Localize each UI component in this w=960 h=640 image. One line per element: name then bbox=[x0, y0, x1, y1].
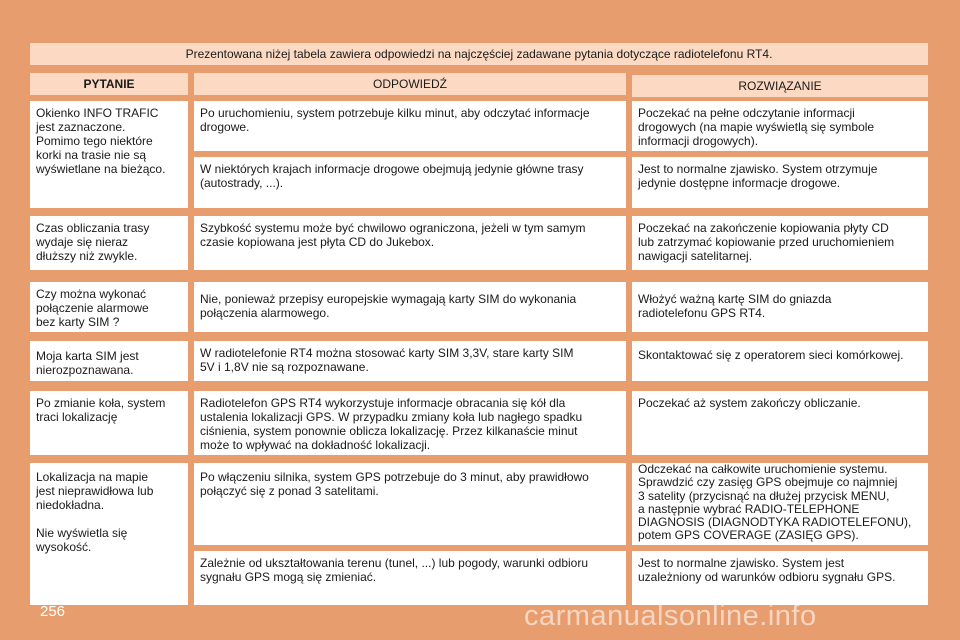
intro-text: Prezentowana niżej tabela zawiera odpowiedzi na najczęściej zadawane pytania dotyczące radiotelefonu RT4. bbox=[30, 43, 928, 65]
watermark: carmanualsonline.info bbox=[524, 600, 817, 632]
header-solution: ROZWIĄZANIE bbox=[632, 75, 928, 97]
solution-cell: Skontaktować się z operatorem sieci komórkowej. bbox=[632, 341, 928, 381]
question-cell: Moja karta SIM jest nierozpoznawana. bbox=[30, 341, 188, 381]
page-number: 256 bbox=[40, 603, 66, 620]
answer-cell: Po włączeniu silnika, system GPS potrzebuje do 3 minut, aby prawidłowo połączyć się z ponad 3 satelitami. bbox=[194, 463, 626, 545]
answer-cell: Zależnie od ukształtowania terenu (tunel, ...) lub pogody, warunki odbioru sygnału GPS mogą się zmieniać. bbox=[194, 551, 626, 605]
solution-cell: Odczekać na całkowite uruchomienie systemu. Sprawdzić czy zasięg GPS obejmuje co najmniej 3 satelity (przycisnąć na dłużej przycisk MENU, a następnie wybrać RADIO-TELEPHONE DIAGNOSIS (DIAGNODTYKA RADIOTELEFONU), potem GPS COVERAGE (ZASIĘG GPS). bbox=[632, 463, 928, 545]
answer-cell: W radiotelefonie RT4 można stosować karty SIM 3,3V, stare karty SIM 5V i 1,8V nie są rozpoznawane. bbox=[194, 341, 626, 381]
answer-cell: Radiotelefon GPS RT4 wykorzystuje informacje obracania się kół dla ustalenia lokalizacji GPS. W przypadku zmiany koła lub nagłego spadku ciśnienia, system ponownie oblicza lokalizację. Przez kilkanaście minut może to wpływać na dokładność lokalizacji. bbox=[194, 391, 626, 455]
solution-cell: Włożyć ważną kartę SIM do gniazda radiotelefonu GPS RT4. bbox=[632, 282, 928, 332]
header-question: PYTANIE bbox=[30, 73, 188, 95]
answer-cell: Szybkość systemu może być chwilowo ograniczona, jeżeli w tym samym czasie kopiowana jest płyta CD do Jukebox. bbox=[194, 216, 626, 270]
solution-cell: Poczekać na zakończenie kopiowania płyty CD lub zatrzymać kopiowanie przed uruchomieniem nawigacji satelitarnej. bbox=[632, 216, 928, 270]
question-cell: Lokalizacja na mapie jest nieprawidłowa lub niedokładna. Nie wyświetla się wysokość. bbox=[30, 463, 188, 605]
question-cell: Czas obliczania trasy wydaje się nieraz dłuższy niż zwykle. bbox=[30, 216, 188, 270]
question-cell: Okienko INFO TRAFIC jest zaznaczone. Pomimo tego niektóre korki na trasie nie są wyświetlane na bieżąco. bbox=[30, 101, 188, 208]
answer-cell: Po uruchomieniu, system potrzebuje kilku minut, aby odczytać informacje drogowe. bbox=[194, 101, 626, 151]
answer-cell: W niektórych krajach informacje drogowe obejmują jedynie główne trasy (autostrady, ...). bbox=[194, 157, 626, 208]
header-answer: ODPOWIEDŹ bbox=[194, 73, 626, 95]
question-cell: Po zmianie koła, system traci lokalizację bbox=[30, 391, 188, 455]
solution-cell: Jest to normalne zjawisko. System otrzymuje jedynie dostępne informacje drogowe. bbox=[632, 157, 928, 208]
question-cell: Czy można wykonać połączenie alarmowe bez karty SIM ? bbox=[30, 282, 188, 332]
solution-cell: Poczekać aż system zakończy obliczanie. bbox=[632, 391, 928, 455]
solution-cell: Jest to normalne zjawisko. System jest uzależniony od warunków odbioru sygnału GPS. bbox=[632, 551, 928, 605]
answer-cell: Nie, ponieważ przepisy europejskie wymagają karty SIM do wykonania połączenia alarmowego. bbox=[194, 282, 626, 332]
solution-cell: Poczekać na pełne odczytanie informacji drogowych (na mapie wyświetlą się symbole informacji drogowych). bbox=[632, 101, 928, 151]
